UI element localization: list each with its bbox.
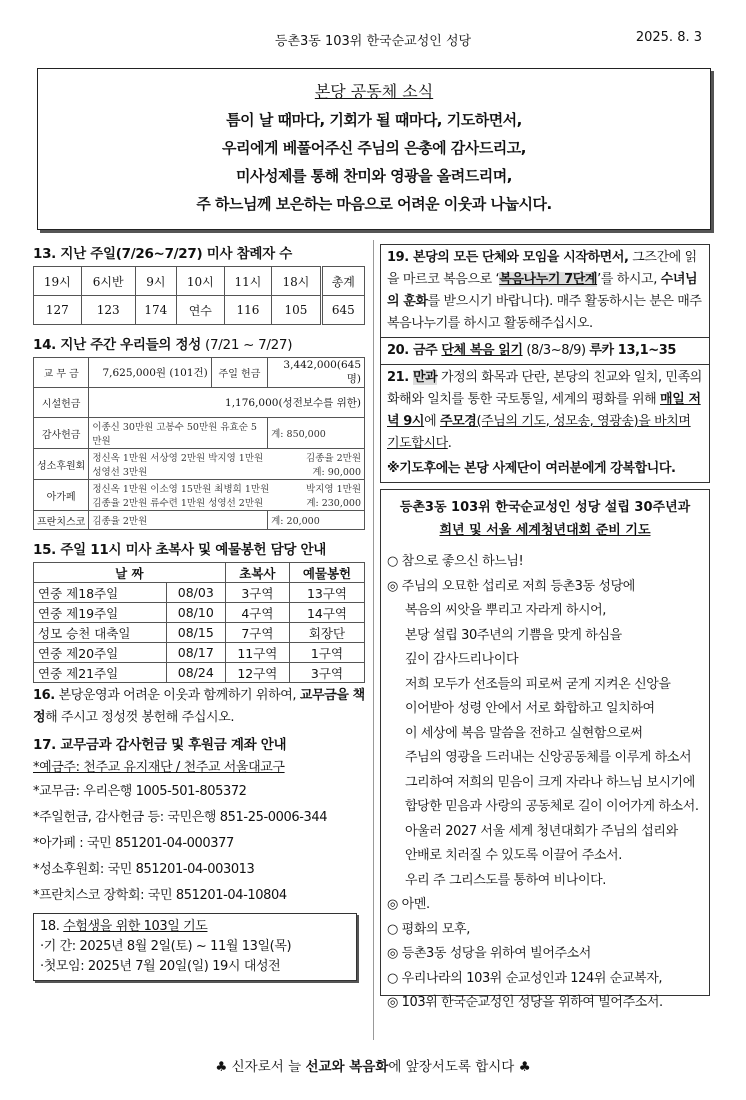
- table-header: 날 짜: [34, 563, 226, 583]
- table-cell: 08/03: [166, 583, 225, 603]
- prayer-line: 주님의 영광을 드러내는 신앙공동체를 이루게 하소서: [405, 750, 692, 765]
- prayer-line: ○ 우리나라의 103위 순교성인과 124위 순교복자,: [387, 970, 663, 986]
- table-row: [34, 643, 365, 663]
- account-line: *교무금: 우리은행 1005-501-805372: [33, 784, 247, 799]
- prayer-line: 이 세상에 복음 말씀을 전하고 실현함으로써: [405, 725, 643, 741]
- table-header: 18시: [272, 267, 321, 296]
- names: 정신옥 1만원 이소영 15만원 최병희 1만원: [92, 484, 270, 495]
- table-header: 총계: [321, 267, 364, 296]
- row-line: [92, 495, 361, 509]
- table-cell: 645: [321, 296, 364, 325]
- footer-motto: [0, 1055, 746, 1075]
- section-14-title: [33, 333, 365, 353]
- row-line: [92, 464, 361, 478]
- table-cell: 116: [224, 296, 272, 325]
- row-label: 아가페: [34, 480, 89, 511]
- prayer-box: [380, 489, 710, 1010]
- text: 19. 본당의 모든 단체와 모임을 시작하면서,: [387, 250, 629, 265]
- table-cell: 1,176,000(성전보수를 위한): [89, 388, 365, 418]
- text: 만과: [412, 370, 438, 385]
- table-cell: 3구역: [289, 663, 364, 683]
- row-label: 감사헌금: [34, 418, 89, 449]
- community-news-title: 본당 공동체 소식: [314, 82, 434, 101]
- total: 계: 230,000: [306, 498, 361, 509]
- table-cell: [89, 480, 365, 511]
- table-cell: 105: [272, 296, 321, 325]
- table-cell: 연중 제19주일: [34, 603, 167, 623]
- section-20-text: [387, 340, 703, 362]
- prayer-line: ◎ 아멘.: [387, 897, 430, 912]
- community-line: 우리에게 베풀어주신 주님의 은총에 감사드리고,: [222, 139, 526, 157]
- row-label: 프란치스코: [34, 511, 89, 530]
- text: (주님의 기도, 성모송, 영광송)을 바치며 기도합시다: [387, 414, 691, 451]
- prayer-line: 우리 주 그리스도를 통하여 비나이다.: [405, 872, 607, 888]
- table-cell: 계: 850,000: [268, 418, 365, 449]
- names: 성영선 3만원: [92, 467, 148, 478]
- section-18-title-text: 수험생을 위한 103일 기도: [63, 919, 208, 934]
- text: 선교와 복음화: [305, 1059, 389, 1075]
- table-cell: 4구역: [225, 603, 289, 623]
- text: 본당운영과 어려운 이웃과 함께하기 위하여,: [54, 688, 300, 703]
- prayer-line: 합당한 믿음과 사랑의 공동체로 길이 이어가게 하소서.: [405, 799, 699, 814]
- text: 매일 저녁 9시: [387, 392, 701, 429]
- prayer-line: ◎ 주님의 오묘한 섭리로 저희 등촌3동 성당에: [387, 578, 635, 594]
- table-header: 6시반: [81, 267, 135, 296]
- account-line: *성소후원회: 국민 851201-04-003013: [33, 862, 255, 877]
- prayer-line: ◎ 등촌3동 성당을 위하여 빌어주소서: [387, 946, 591, 961]
- section-13-title: 13. 지난 주일(7/26~7/27) 미사 참례자 수: [33, 246, 292, 262]
- prayer-line: 이어받아 성령 안에서 서로 화합하고 일치하여: [405, 701, 655, 716]
- exam-prayer-box: [33, 913, 357, 981]
- text: 주모경: [439, 414, 477, 429]
- table-cell: 7구역: [225, 623, 289, 643]
- table-row: [34, 583, 365, 603]
- section-21-box: [380, 365, 710, 483]
- table-cell: 1구역: [289, 643, 364, 663]
- table-cell: 7,625,000원 (101건): [89, 358, 211, 388]
- names: 박지영 1만원: [306, 484, 361, 495]
- table-row: [34, 663, 365, 683]
- section-15-title: 15. 주일 11시 미사 초복사 및 예물봉헌 담당 안내: [33, 542, 326, 558]
- prayer-title: 등촌3동 103위 한국순교성인 성당 설립 30주년과: [399, 500, 691, 515]
- section-14-period: (7/21 ~ 7/27): [201, 337, 293, 353]
- table-header: 초복사: [225, 563, 289, 583]
- column-divider: [373, 240, 374, 1040]
- issue-date: 2025. 8. 3: [635, 30, 702, 45]
- table-cell: 12구역: [225, 663, 289, 683]
- text: 그즈간에 읽을 마르코 복음으로 ‘: [387, 250, 697, 287]
- section-18-number: 18.: [40, 919, 64, 934]
- section-17-title: 17. 교무금과 감사헌금 및 후원금 계좌 안내: [33, 737, 287, 753]
- table-cell: 김종율 2만원: [89, 511, 268, 530]
- table-cell: 연중 제18주일: [34, 583, 167, 603]
- attendance-table: [33, 266, 365, 325]
- text: 에: [424, 414, 440, 429]
- text: 21.: [387, 370, 413, 385]
- blessing-note: ※기도후에는 본당 사제단이 여러분에게 강복합니다.: [387, 461, 676, 476]
- church-name: 등촌3동 103위 한국순교성인 성당: [274, 34, 472, 49]
- text: 수녀님의 훈화: [387, 272, 698, 309]
- row-line: [92, 481, 361, 495]
- text: 을 책정: [33, 688, 365, 725]
- table-cell: 연중 제21주일: [34, 663, 167, 683]
- right-column: [380, 244, 710, 1010]
- text: ’를 하시고,: [597, 272, 661, 287]
- text: 단체 복음 읽기: [441, 343, 523, 358]
- prayer-line: 아울러 2027 서울 세계 청년대회가 주님의 섭리와: [405, 823, 678, 839]
- row-label: 시설헌금: [34, 388, 89, 418]
- text: .: [447, 436, 452, 451]
- prayer-line: 본당 설립 30주년의 기쁨을 맞게 하심을: [405, 627, 622, 643]
- table-cell: [89, 449, 365, 480]
- prayer-line: 안배로 치러질 수 있도록 이끌어 주소서.: [405, 848, 622, 863]
- section-21-text: [387, 367, 703, 455]
- table-cell: 계: 20,000: [268, 511, 365, 530]
- account-line: *주일헌금, 감사헌금 등: 국민은행 851-25-0006-344: [33, 810, 328, 825]
- account-line: *아가페 : 국민 851201-04-000377: [33, 836, 234, 851]
- account-holder: *예금주: 천주교 유지재단 / 천주교 서울대교구: [33, 760, 285, 775]
- table-row: [34, 603, 365, 623]
- table-cell: 08/17: [166, 643, 225, 663]
- table-header: 9시: [135, 267, 176, 296]
- row-label: 주일 헌금: [211, 358, 267, 388]
- text: 루카 13,1~35: [589, 343, 677, 358]
- prayer-line: ◎ 103위 한국순교성인 성당을 위하여 빌어주소서.: [387, 995, 663, 1010]
- table-cell: 3구역: [225, 583, 289, 603]
- section-19-box: [380, 244, 710, 338]
- left-column: [33, 240, 365, 981]
- text: 해 주시고 정성껏 봉헌해 주십시오.: [45, 710, 235, 725]
- community-line: 미사성제를 통해 찬미와 영광을 올려드리며,: [236, 167, 512, 185]
- total: 계: 90,000: [312, 467, 361, 478]
- table-cell: 성모 승천 대축일: [34, 623, 167, 643]
- text: ♣ 신자로서 늘: [215, 1059, 306, 1075]
- table-header: 예물봉헌: [289, 563, 364, 583]
- section-16-number: 16.: [33, 688, 55, 703]
- page-header: [0, 30, 746, 52]
- community-line: 틈이 날 때마다, 기회가 될 때마다, 기도하면서,: [226, 111, 522, 129]
- text: 를 받으시기 바랍니다). 매주 활동하시는 분은 매주 복음나누기를 하시고 활동해주십시오.: [387, 294, 702, 331]
- table-cell: 08/15: [166, 623, 225, 643]
- table-header: 11시: [224, 267, 272, 296]
- prayer-line: 저희 모두가 선조들의 피로써 굳게 지켜온 신앙을: [405, 676, 671, 692]
- row-label: 성소후원회: [34, 449, 89, 480]
- table-cell: 08/10: [166, 603, 225, 623]
- row-label: 교 무 금: [34, 358, 89, 388]
- section-14-title-main: 14. 지난 주간 우리들의 정성: [33, 337, 202, 353]
- prayer-lines: [387, 550, 703, 1016]
- table-cell: 이종신 30만원 고봉수 50만원 유효순 5만원: [89, 418, 268, 449]
- table-cell: 3,442,000(645명): [268, 358, 365, 388]
- table-row: [34, 623, 365, 643]
- table-cell: 13구역: [289, 583, 364, 603]
- prayer-line: 깊이 감사드리나이다: [405, 652, 519, 667]
- table-cell: 123: [81, 296, 135, 325]
- table-header: 10시: [176, 267, 224, 296]
- table-cell: 127: [34, 296, 82, 325]
- account-line: *프란치스코 장학회: 국민 851201-04-10804: [33, 888, 287, 903]
- table-cell: 연수: [176, 296, 224, 325]
- offerings-table: [33, 357, 365, 530]
- prayer-subtitle: 희년 및 서울 세계청년대회 준비 기도: [439, 523, 651, 538]
- names: 김종율 2만원: [306, 453, 361, 464]
- prayer-line: 복음의 씨앗을 뿌리고 자라게 하시어,: [405, 603, 607, 618]
- table-cell: 08/24: [166, 663, 225, 683]
- table-cell: 11구역: [225, 643, 289, 663]
- text: (8/3~8/9): [522, 343, 590, 358]
- community-news-box: [37, 68, 711, 230]
- prayer-line: ○ 평화의 모후,: [387, 921, 470, 937]
- prayer-line: 그리하여 저희의 믿음이 크게 자라나 하느님 보시기에: [405, 774, 695, 790]
- community-line: 주 하느님께 보은하는 마음으로 어려운 이웃과 나눕시다.: [196, 195, 552, 213]
- table-header: 19시: [34, 267, 82, 296]
- text: 복음나누기 7단계: [499, 272, 598, 287]
- section-16-text: [33, 685, 365, 729]
- table-cell: 14구역: [289, 603, 364, 623]
- names: 김종율 2만원 류수련 1만원 성영선 2만원: [92, 498, 264, 509]
- server-schedule-table: [33, 562, 365, 683]
- exam-prayer-first-meeting: ·첫모임: 2025년 7월 20일(일) 19시 대성전: [40, 959, 281, 974]
- text: 20. 금주: [387, 343, 442, 358]
- text: 교무금: [299, 688, 337, 703]
- table-cell: 회장단: [289, 623, 364, 643]
- prayer-line: ○ 참으로 좋으신 하느님!: [387, 554, 524, 569]
- section-18-title: [40, 917, 350, 937]
- section-20-box: [380, 338, 710, 365]
- text: 가정의 화목과 단란, 본당의 친교와 일치, 민족의 화해와 일치를 통한 국토통일, 세계의 평화를 위해: [387, 370, 702, 407]
- table-cell: 174: [135, 296, 176, 325]
- text: 에 앞장서도록 합시다 ♣: [388, 1059, 531, 1075]
- exam-prayer-period: ·기 간: 2025년 8월 2일(토) ~ 11월 13일(목): [40, 939, 292, 954]
- row-line: [92, 450, 361, 464]
- table-cell: 연중 제20주일: [34, 643, 167, 663]
- names: 정신옥 1만원 서상영 2만원 박지영 1만원: [92, 453, 264, 464]
- section-19-text: [387, 247, 703, 335]
